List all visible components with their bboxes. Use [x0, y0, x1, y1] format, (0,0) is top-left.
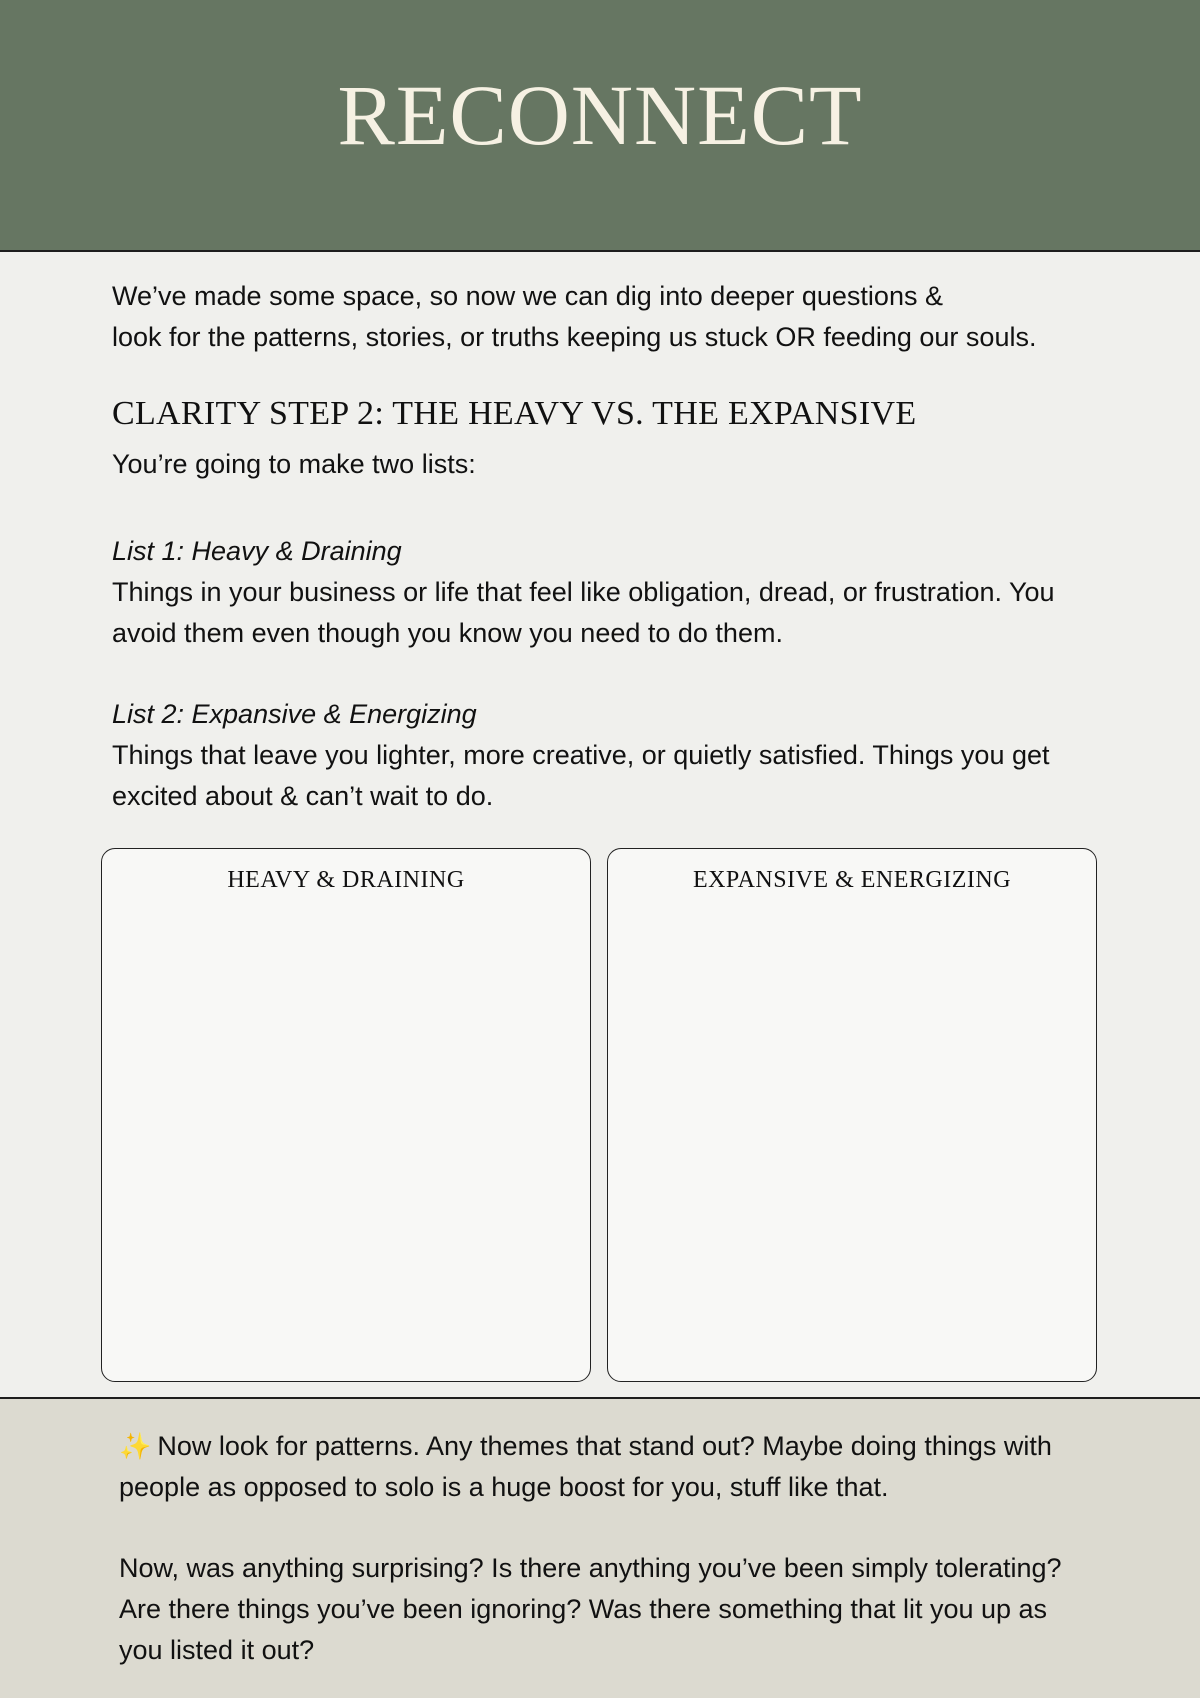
reflection-footer [0, 1397, 1200, 1698]
patterns-line: people as opposed to solo is a huge boost for you, stuff like that. [119, 1472, 889, 1502]
intro-paragraph [112, 276, 1112, 358]
surprises-line: Now, was anything surprising? Is there anything you’ve been simply tolerating? [119, 1553, 1062, 1583]
patterns-line [119, 1426, 1119, 1467]
expansive-energizing-label: EXPANSIVE & ENERGIZING [692, 867, 1012, 893]
list-1-description [112, 531, 1112, 654]
surprises-line: Are there things you’ve been ignoring? Was there something that lit you up as [119, 1594, 1048, 1624]
list-2-text: Things that leave you lighter, more creative, or quietly satisfied. Things you get [112, 740, 1050, 770]
list-1-heading: List 1: Heavy & Draining [112, 536, 402, 566]
page-title: RECONNECT [337, 67, 863, 163]
intro-line: We’ve made some space, so now we can dig into deeper questions & [112, 281, 943, 311]
surprises-line: you listed it out? [119, 1635, 315, 1665]
main-content [112, 276, 1112, 811]
sparkles-icon: ✨ [119, 1431, 152, 1461]
list-2-text: excited about & can’t wait to do. [112, 781, 494, 811]
page-header [0, 0, 1200, 252]
list-1-text: Things in your business or life that feel like obligation, dread, or frustration. You [112, 577, 1055, 607]
list-2-heading: List 2: Expansive & Energizing [112, 699, 477, 729]
expansive-energizing-box[interactable] [607, 848, 1097, 1382]
surprises-paragraph [119, 1548, 1119, 1671]
list-2-description [112, 694, 1112, 817]
patterns-text: Now look for patterns. Any themes that stand out? Maybe doing things with [157, 1431, 1052, 1461]
patterns-paragraph [119, 1426, 1119, 1508]
step-lead: You’re going to make two lists: [112, 449, 476, 479]
intro-line: look for the patterns, stories, or truths keeping us stuck OR feeding our souls. [112, 322, 1037, 352]
list-1-text: avoid them even though you know you need to do them. [112, 618, 783, 648]
heavy-draining-label: HEAVY & DRAINING [227, 867, 465, 893]
heavy-draining-box[interactable] [101, 848, 591, 1382]
step-heading: CLARITY STEP 2: THE HEAVY VS. THE EXPANSIVE [112, 395, 917, 432]
